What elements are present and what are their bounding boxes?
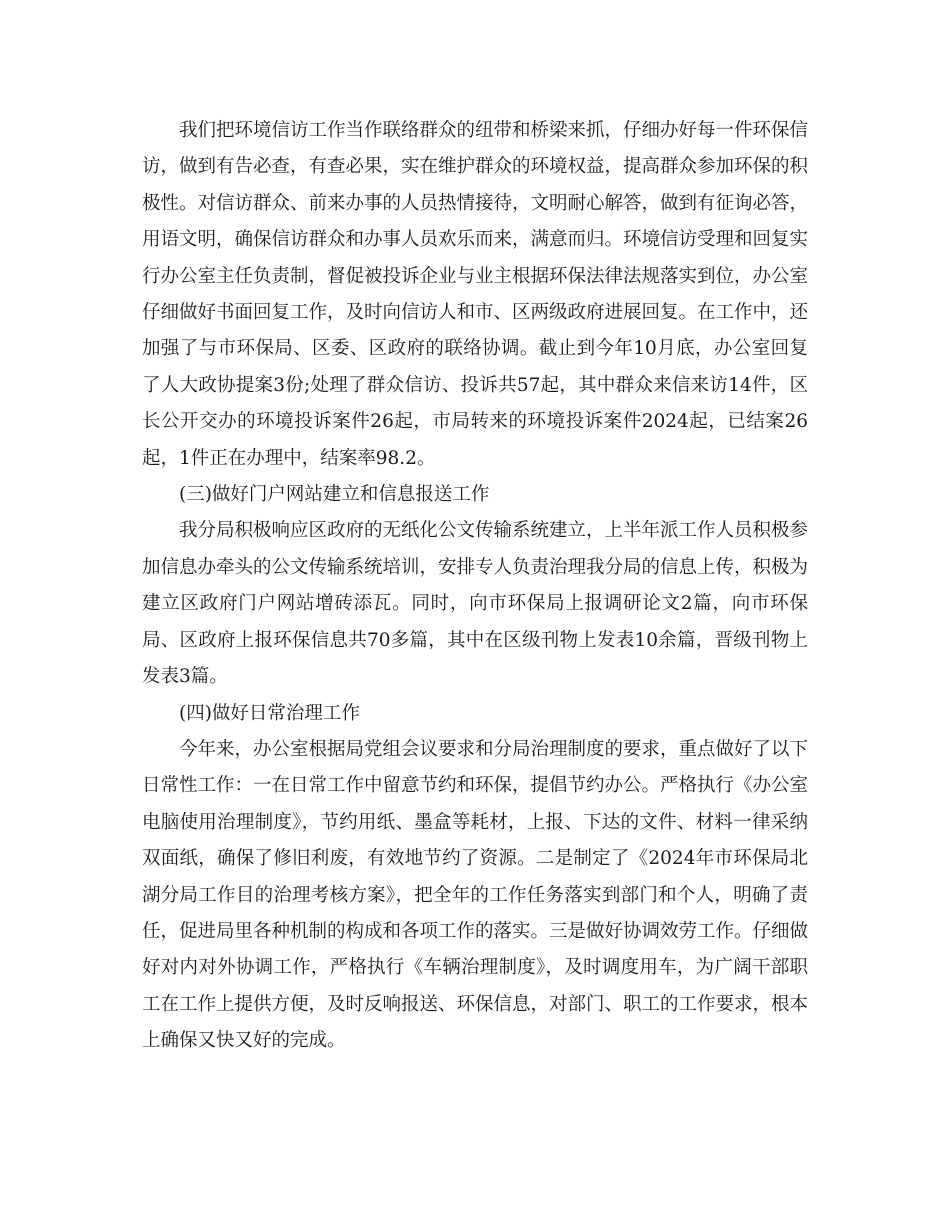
paragraph-website-info: 我分局积极响应区政府的无纸化公文传输系统建立，上半年派工作人员积极参加信息办牵头的公文传输系统培训，安排专人负责治理我分局的信息上传，积极为建立区政府门户网站增砖添瓦。同时，向市环保局上报调研论文2篇，向市环保局、区政府上报环保信息共70多篇，其中在区级刊物上发表10余篇，晋级刊物上发表3篇。 (142, 520, 809, 688)
document-body (142, 113, 808, 1060)
section-heading-daily-management: (四)做好日常治理工作 (179, 702, 360, 724)
paragraph-daily-management: 今年来，办公室根据局党组会议要求和分局治理制度的要求，重点做好了以下日常性工作：一在日常工作中留意节约和环保，提倡节约办公。严格执行《办公室电脑使用治理制度》，节约用纸、墨盒等耗材，上报、下达的文件、材料一律采纳双面纸，确保了修旧利废，有效地节约了资源。二是制定了《2024年市环保局北湖分局工作目的治理考核方案》，把全年的工作任务落实到部门和个人，明确了责任，促进局里各种机制的构成和各项工作的落实。三是做好协调效劳工作。仔细做好对内对外协调工作，严格执行《车辆治理制度》，及时调度用车，为广阔干部职工在工作上提供方便，及时反响报送、环保信息，对部门、职工的工作要求，根本上确保又快又好的完成。 (142, 738, 809, 1052)
section-heading-website: (三)做好门户网站建立和信息报送工作 (179, 484, 490, 506)
paragraph-complaint-handling: 我们把环境信访工作当作联络群众的纽带和桥梁来抓，仔细办好每一件环保信访，做到有告必查，有查必果，实在维护群众的环境权益，提高群众参加环保的积极性。对信访群众、前来办事的人员热情接待，文明耐心解答，做到有征询必答，用语文明，确保信访群众和办事人员欢乐而来，满意而归。环境信访受理和回复实行办公室主任负责制，督促被投诉企业与业主根据环保法律法规落实到位，办公室仔细做好书面回复工作，及时向信访人和市、区两级政府进展回复。在工作中，还加强了与市环保局、区委、区政府的联络协调。截止到今年10月底，办公室回复了人大政协提案3份;处理了群众信访、投诉共57起，其中群众来信来访14件，区长公开交办的环境投诉案件26起，市局转来的环境投诉案件2024起，已结案26起，1件正在办理中，结案率98.2。 (142, 120, 809, 469)
